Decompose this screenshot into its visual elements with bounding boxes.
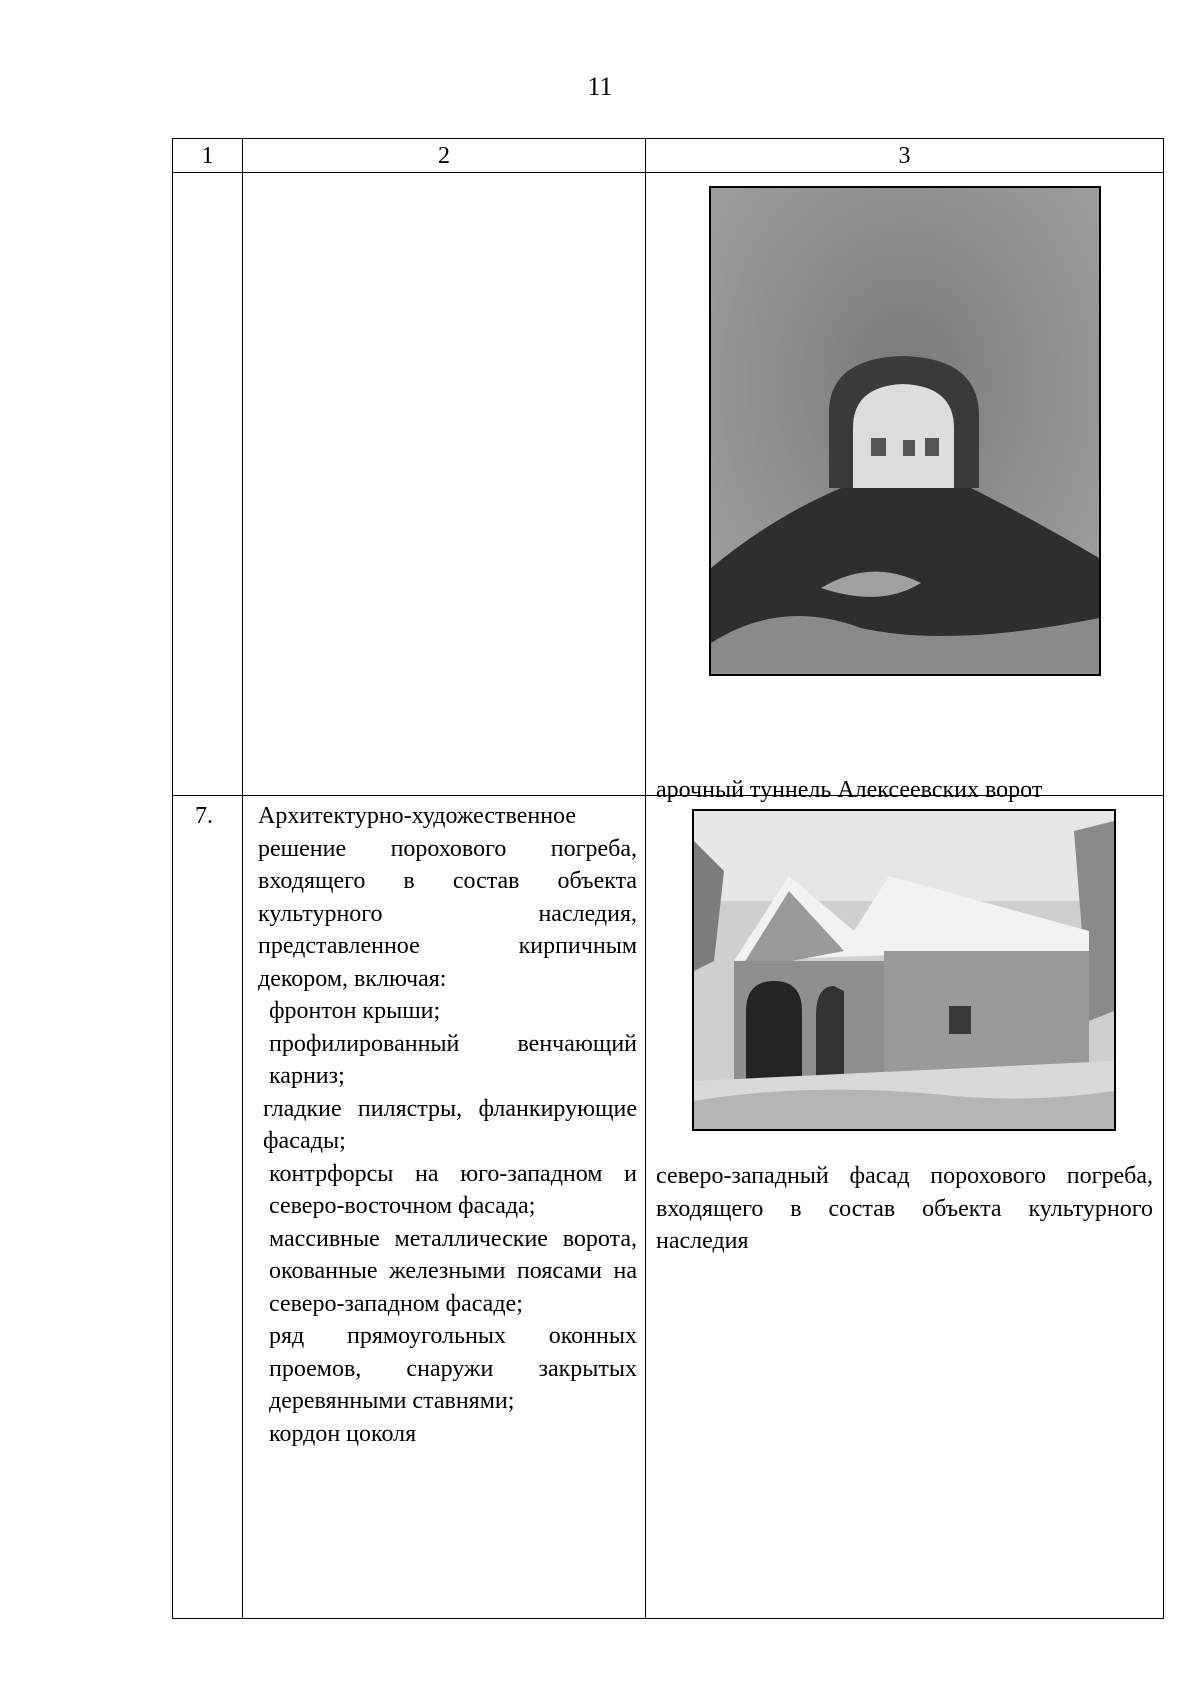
column-header-2: 2 — [243, 139, 646, 173]
row-number-cell — [173, 796, 243, 1619]
arch-tunnel-photo — [709, 186, 1101, 676]
description-item: контрфорсы на юго-западном и северо-восточном фасада; — [269, 1160, 637, 1219]
description-item: фронтон крыши; — [269, 998, 441, 1024]
table-row — [173, 173, 1164, 796]
description-item: массивные металлические ворота, окованные железными поясами на северо-западном фасаде; — [269, 1225, 637, 1317]
description-item: профилированный венчающий карниз; — [269, 1030, 637, 1089]
row-number-cell — [173, 173, 243, 796]
row-image-cell — [646, 796, 1164, 1619]
row-image-cell — [646, 173, 1164, 803]
table-header-row — [173, 139, 1164, 173]
row-description-cell — [243, 173, 646, 796]
table-row — [173, 796, 1164, 1619]
description-intro: Архитектурно-художественное решение порохового погреба, входящего в состав объекта культурного наследия, представленное кирпичным декором, включая: — [258, 803, 637, 992]
column-header-3: 3 — [646, 139, 1164, 173]
column-header-1: 1 — [173, 139, 243, 173]
page-number: 11 — [587, 72, 613, 101]
heritage-table — [172, 138, 1164, 1619]
description-item: гладкие пилястры, фланкирующие фасады; — [263, 1095, 637, 1154]
image-caption: северо-западный фасад порохового погреба, входящего в состав объекта культурного наследия — [656, 1163, 1153, 1254]
description-item: кордон цоколя — [269, 1420, 417, 1447]
powder-cellar-photo — [692, 809, 1116, 1131]
row-number: 7. — [195, 803, 213, 829]
image-caption: арочный туннель Алексеевских ворот — [656, 777, 1043, 803]
row-description-cell — [243, 796, 646, 1619]
description-item: ряд прямоугольных оконных проемов, снаружи закрытых деревянными ставнями; — [269, 1323, 637, 1414]
